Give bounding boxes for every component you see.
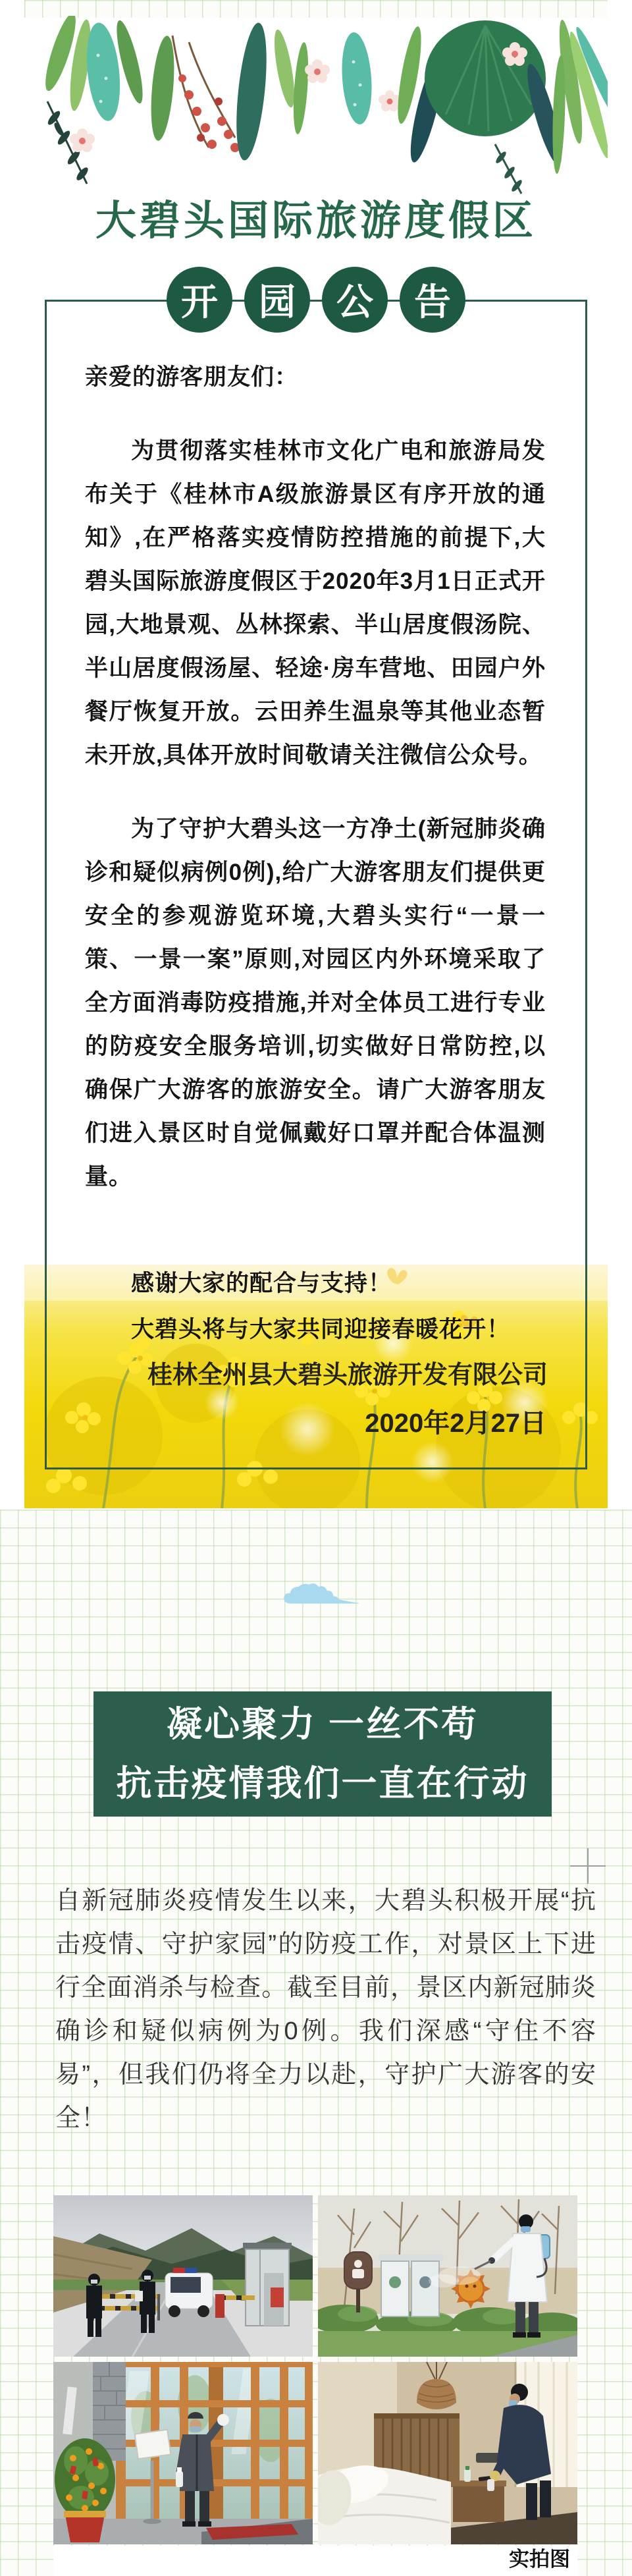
slogan-line-2: 抗击疫情我们一直在行动 xyxy=(116,1764,529,1803)
slogan-banner xyxy=(93,1691,552,1817)
announcement-date: 2020年2月27日 xyxy=(365,1409,546,1438)
photo-grid xyxy=(53,2195,577,2544)
door-cleaning-photo xyxy=(53,2362,313,2544)
photos-caption: 实拍图 xyxy=(509,2548,570,2571)
slogan-line-1: 凝心聚力 一丝不苟 xyxy=(166,1705,479,1744)
opening-announcement-badge xyxy=(0,267,632,333)
announcement-paragraph-1: 为贯彻落实桂林市文化广电和旅游局发布关于《桂林市A级旅游景区有序开放的通知》,在严格落实疫情防控措施的前提下,大碧头国际旅游度假区于2020年3月1日正式开园,大地景观、丛林探索、半山居度假汤院、半山居度假汤屋、轻途·房车营地、田园户外餐厅恢复开放。云田养生温泉等其他业态暂未开放,具体开放时间敬请关注微信公众号。 xyxy=(85,438,546,768)
top-grid-strip xyxy=(24,0,608,18)
badge-circle: 开 xyxy=(167,267,232,333)
photo-footer-strip xyxy=(53,2546,577,2576)
thanks-line-1: 感谢大家的配合与支持！ xyxy=(131,1271,392,1296)
foliage-decoration-icon xyxy=(24,16,608,200)
page-title: 大碧头国际旅游度假区 xyxy=(95,198,537,244)
cloud-icon xyxy=(282,1579,361,1610)
room-disinfection-photo xyxy=(318,2362,577,2544)
badge-circle: 告 xyxy=(400,267,465,333)
announcement-box xyxy=(45,300,587,1469)
greeting-line: 亲爱的游客朋友们： xyxy=(85,364,299,390)
company-signature: 桂林全州县大碧头旅游开发有限公司 xyxy=(147,1361,548,1389)
campaign-paragraph: 自新冠肺炎疫情发生以来，大碧头积极开展“抗击疫情、守护家园”的防疫工作，对景区上下进行全面消杀与检查。截至目前，景区内新冠肺炎确诊和疑似病例为0例。我们深感“守住不容易”，但我们仍将全力以赴，守护广大游客的安全！ xyxy=(55,1887,596,2132)
plus-mark-icon xyxy=(570,1848,606,1884)
badge-circle: 园 xyxy=(244,267,310,333)
entrance-checkpoint-photo xyxy=(53,2195,313,2357)
outdoor-disinfection-photo xyxy=(318,2195,577,2357)
announcement-paragraph-2: 为了守护大碧头这一方净土(新冠肺炎确诊和疑似病例0例),给广大游客朋友们提供更安全的参观游览环境,大碧头实行“一景一策、一景一案”原则,对园区内外环境采取了全方面消毒防疫措施,并对全体员工进行专业的防疫安全服务培训,切实做好日常防控,以确保广大游客的旅游安全。请广大游客朋友们进入景区时自觉佩戴好口罩并配合体温测量。 xyxy=(85,816,546,1190)
badge-circle: 公 xyxy=(322,267,388,333)
thanks-line-2: 大碧头将与大家共同迎接春暖花开！ xyxy=(131,1317,511,1342)
